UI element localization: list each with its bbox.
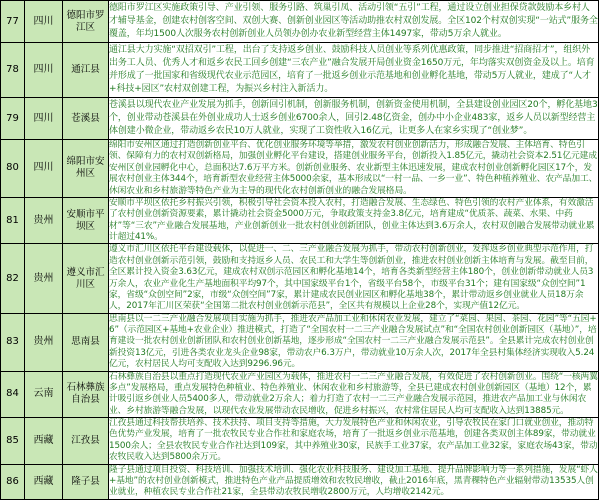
province-cell: 贵州 [25,244,63,313]
table-row [1,418,599,465]
area-name: 江孜县 [71,434,100,446]
description-cell [109,371,599,418]
description-text: 隆子县通过项目投资、科技培训、加强技术培训、强化农业科技服务、建设加工基地、提升品牌影响力等一系列措施，发展“虾人+基地”的农村创业创新模式，推进特色产业产品提质增效和农牧民增收，截止2016年底，黑青稞特色产业辐射带动13535人创业就业，种植农民专业合作社21家，全县带动农牧民增收2800万元，人均增收2142元。 [109,464,598,498]
table-row [1,371,599,418]
province-cell: 贵州 [25,197,63,244]
row-number: 77 [1,1,25,43]
description-text: 绵阳市安州区通过打造创新创业平台、优化创业服务环境等举措，激发农村创业创新活力，形成融合发展、主体培育、特色引领、保障有力的农村双创新格局，加强创业孵化平台建设，搭建创业服务平台，创新投入1.85亿元，撬动社会资本2.51亿元建成安州区创业园孵化中心，总面积达7.6万平方米。创新创业服务、农业新型主体迅速发展，建成农村创业创新孵化园区17个，发展农村创业主体344个，培育新型农业经营主体5000余家，基本形成以“一村一品、一乡一业”、特色种植养殖业、农产品加工、休闲农业和乡村旅游等特色产业为主导的现代化农村创新创业的融合发展格局。 [109,140,598,196]
area-name: 通江县 [71,64,100,75]
table-row [1,140,599,198]
row-number: 82 [1,244,25,313]
table-row [1,43,599,98]
table-row [1,464,599,499]
description-text: 思南县以一二三产业融合发展项目实施为抓手，推进农产品加工业和休闲农业发展，建立了“菜园、果园、茶园、花园”等“五园+6”（示范园区+基地+农业企业）推进模式，打造了“全国农村一二三产业融合发展试点”和“全国农村创业创新园区（基地）”，培育建设一批农村创业创新团队和农村创业创新基地，逐步形成“全国农村一二三产业融合发展示范县”。全县累计完成农村创业创新投资13亿元，引进各类农业龙头企业98家，带动农户6.3万户，带动就业10万余人次，2017年全县村集体经济实现收入5.24亿元，农村居民人均可支配收入达到9296.96元。 [109,313,597,370]
province-cell: 贵州 [25,313,63,371]
description-text: 石林彝族自治县以重点打造现代农业产业园区为载体，推进农村一二三产业融合发展，有效促进了农村创新创业。围绕“一核两翼多点”发展格局，重点发展特色种植业、特色养殖业、休闲农业和乡村旅游等，全县已建成农村创业创新园区（基地）12个，累计吸引返乡创业人员5400多人，带动就业2万余人；着力打造了农村一二三产业融合发展示范园，推进农产品加工业与休闲农业、乡村旅游等融合发展，以现代农业发展带动农民增收，促进乡村振兴，农村常住居民人均可支配收入达到13885元。 [109,371,598,416]
area-name: 石林彝族自治县 [66,382,105,406]
description-cell [109,244,599,313]
row-number: 85 [1,418,25,465]
row-number: 78 [1,43,25,98]
table-row [1,244,599,313]
area-name: 苍溪县 [71,112,100,124]
area-name: 绵阳市安州区 [66,156,105,180]
table-row [1,313,599,371]
area-cell [63,98,109,140]
area-cell [63,418,109,465]
province-cell: 四川 [25,140,63,198]
province-cell: 四川 [25,98,63,140]
description-text: 遵义市汇川区依托平台建设载体，以促进一、二、三产业融合发展为抓手，带动农村创新创业，发挥返乡创业典型示范作用，打造农村创业创新示范引领，鼓励和支持返乡人员、农民工和大学生等创新创业，推进农村创业创新主体培育与发展。截至目前，全区累计投入资金3.63亿元，建成农村双创示范园区和孵化基地14个，培育各类新型经营主体180个，创业创新带动就业人员3万余人，农业产业化生产基地面积平均97个，其中国家级平台1个，省级平台58个，市级平台31个；建有国家级“众创空间”1家，省级“众创空间”2家，市级“众创空间”7家，累计建成农民创业园区和孵化基地38个，累计带动返乡创业就业人员18万余人，2017年汇川区荣获“全国第二批农村创业创新示范县”，全区共有规模以上企业28个，实现产值12亿元。 [109,244,594,312]
row-number: 80 [1,140,25,198]
area-name: 思南县 [71,336,100,348]
province-cell: 西藏 [25,418,63,465]
area-cell [63,43,109,98]
row-number: 86 [1,464,25,499]
description-cell [109,197,599,244]
table-row [1,98,599,140]
area-cell [63,371,109,418]
area-cell [63,140,109,198]
area-cell [63,464,109,499]
province-cell: 四川 [25,43,63,98]
description-cell [109,418,599,465]
description-text: 德阳市罗江区实施政策引导、产业引领、服务引路、筑巢引凤、活动引领“五引”工程，通过设立创业担保贷款鼓励本乡村人才辅导基金，创建农村创客空间、双创大赛、创新创业园区等活动助推农村双创发展。全区102个村双创实现“一站式”服务全覆盖，年均1500人次服务农村创新创业人员领办创办农业新型经营主体1497家，带动5万余人就业。 [109,2,598,40]
row-number: 84 [1,371,25,418]
description-cell [109,43,599,98]
area-name: 德阳市罗江区 [66,9,105,33]
description-text: 安顺市平坝区依托乡村振兴引领，积极引导社会资本投入农村，打造融合发展、生态绿色、特色引领的农村产业体系，有效激活了农村创业创新资源要素，累计撬动社会资金5000万元，争取政策支持金3.8亿元，培育建成“优质茶、蔬菜、水果、中药材”等“三农”产业融合发展基地，产业创新创业一批农村创业创新团队，创业主体达到3.6万余人，农村双创融合发展带动就业累计超过41%。 [109,197,595,242]
area-cell [63,1,109,43]
area-cell [63,313,109,371]
table-row [1,1,599,43]
description-cell [109,140,599,198]
area-name: 遵义市汇川区 [66,266,105,290]
description-cell [109,1,599,43]
description-text: 苍溪县以现代农业产业发展为抓手，创新回引机制，创新服务机制，创新资金使用机制，全县建设创业园区20个，孵化基地3个，创业带动苍溪县在外创业成功人士返乡创业6700余人，回引2.48亿资金，创办中小企业483家，返乡人员以新型经营主体创建小微企业，带动返乡农民10万人就业，实现了工资性收入16亿元，让更多人在家乡实现了“创业梦”。 [109,99,598,137]
province-cell: 四川 [25,1,63,43]
row-number: 83 [1,313,25,371]
province-cell: 西藏 [25,464,63,499]
area-name: 隆子县 [71,475,100,487]
row-number: 81 [1,197,25,244]
row-number: 79 [1,98,25,140]
description-text: 江孜县通过科技帮扶培养、技术扶持、项目支持等措施，大力发展特色产业和休闲农业，引导农牧民在家门口就业创业，推动特色优势产业发展，培育了一批农牧民专业合作社和家庭农场，培育了一批返乡创业示范基地，创建各类双创主体89家，带动就业1500余人；全县农牧民专业合作社达到109家，其中养殖业30家，民族手工业37家，农产品加工业32家，家庭农场43家，带动农牧民收入达到5800余万元。 [109,418,598,463]
description-text: 通江县大力实施“双招双引”工程，出台了支持返乡创业、鼓励科技人员创业等系列优惠政策，同步推进“招商招才”，组织外出务工人员、优秀人才和返乡农民工回乡创建“三农产业”融合发展开局创业资金1650万元，年均落实双创资金及以上。培育并形成了一批国家和省级现代农业示范园区，培育了一批返乡创业示范基地和创业孵化基地，带动5万人就业，建成了“人才+科技+园区”农村双创建工程，为振兴乡村注入新活力。 [109,44,595,95]
table-row [1,197,599,244]
description-cell [109,313,599,371]
area-name: 安顺市平坝区 [66,208,105,232]
province-cell: 云南 [25,371,63,418]
area-cell [63,244,109,313]
description-cell [109,464,599,499]
area-cell [63,197,109,244]
description-cell [109,98,599,140]
